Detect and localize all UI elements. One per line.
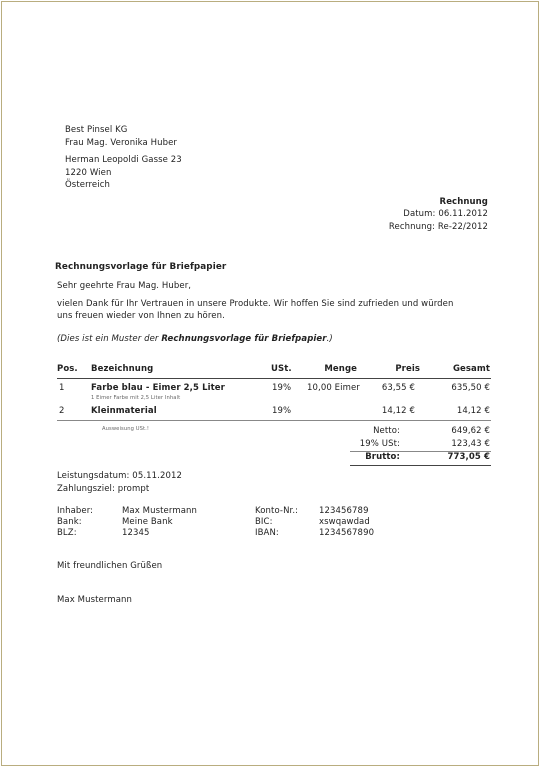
bank-account: 123456789	[319, 506, 369, 516]
payment-terms: Zahlungsziel: prompt	[57, 484, 150, 494]
invoice-date: 06.11.2012	[438, 209, 488, 219]
row2-price: 14,12 €	[381, 406, 415, 416]
row2-vat: 19%	[272, 406, 292, 416]
bank-name: Meine Bank	[122, 517, 173, 527]
subject-line: Rechnungsvorlage für Briefpapier	[55, 262, 227, 272]
net-value: 649,62 €	[451, 426, 490, 436]
row1-desc: Farbe blau - Eimer 2,5 Liter	[91, 383, 225, 393]
col-header-total: Gesamt	[452, 364, 490, 374]
row2-total: 14,12 €	[456, 406, 490, 416]
invoice-number-label: Rechnung:	[388, 222, 436, 232]
body-line-1: vielen Dank für Ihr Vertrauen in unsere Produkte. Wir hoffen Sie sind zufrieden und würden	[57, 299, 454, 309]
bank-blz: 12345	[122, 528, 150, 538]
vat-note: Ausweisung USt.!	[102, 426, 150, 432]
bank-bic-label: BIC:	[255, 517, 273, 527]
invoice-page	[1, 1, 539, 766]
sample-note-prefix: (Dies ist ein Muster der	[57, 334, 162, 344]
col-header-desc: Bezeichnung	[91, 364, 154, 374]
row1-subdesc: 1 Eimer Farbe mit 2,5 Liter Inhalt	[91, 395, 181, 401]
sample-note	[57, 334, 333, 345]
recipient-company: Best Pinsel KG	[65, 125, 128, 135]
recipient-contact: Frau Mag. Veronika Huber	[65, 138, 178, 148]
body-line-2: uns freuen wieder von Ihnen zu hören.	[57, 311, 225, 321]
salutation: Sehr geehrte Frau Mag. Huber,	[57, 281, 192, 291]
signature-name: Max Mustermann	[57, 595, 132, 605]
row1-total: 635,50 €	[451, 383, 490, 393]
gross-value: 773,05 €	[447, 452, 490, 462]
bank-name-label: Bank:	[57, 517, 82, 527]
col-header-price: Preis	[395, 364, 420, 374]
vat-value: 123,43 €	[451, 439, 490, 449]
recipient-city: 1220 Wien	[65, 168, 112, 178]
closing: Mit freundlichen Grüßen	[57, 561, 163, 571]
row1-qty: 10,00 Eimer	[307, 383, 360, 393]
bank-owner: Max Mustermann	[122, 506, 197, 516]
row2-desc: Kleinmaterial	[91, 406, 157, 416]
table-header-rule	[57, 378, 491, 379]
bank-iban: 1234567890	[319, 528, 375, 538]
invoice-number-row	[389, 222, 488, 233]
sample-note-suffix: .)	[326, 334, 333, 344]
row1-pos: 1	[59, 383, 65, 393]
bank-iban-label: IBAN:	[255, 528, 279, 538]
bank-bic: xswqawdad	[319, 517, 370, 527]
bank-blz-label: BLZ:	[57, 528, 77, 538]
row2-pos: 2	[59, 406, 65, 416]
col-header-pos: Pos.	[57, 364, 78, 374]
invoice-number: Re-22/2012	[437, 222, 488, 232]
col-header-vat: USt.	[271, 364, 292, 374]
row1-price: 63,55 €	[381, 383, 415, 393]
invoice-date-label: Datum:	[403, 209, 436, 219]
invoice-date-row	[403, 209, 488, 220]
table-body-rule	[57, 420, 491, 421]
service-date: Leistungsdatum: 05.11.2012	[57, 471, 182, 481]
net-label: Netto:	[373, 426, 400, 436]
bank-owner-label: Inhaber:	[57, 506, 94, 516]
row1-vat: 19%	[272, 383, 292, 393]
sample-note-bold: Rechnungsvorlage für Briefpapier	[161, 334, 327, 344]
recipient-street: Herman Leopoldi Gasse 23	[65, 155, 182, 165]
gross-rule	[350, 465, 491, 466]
bank-account-label: Konto-Nr.:	[255, 506, 299, 516]
invoice-title: Rechnung	[439, 197, 488, 207]
recipient-country: Österreich	[65, 180, 110, 190]
vat-label: 19% USt:	[359, 439, 400, 449]
gross-label: Brutto:	[365, 452, 400, 462]
col-header-qty: Menge	[324, 364, 357, 374]
